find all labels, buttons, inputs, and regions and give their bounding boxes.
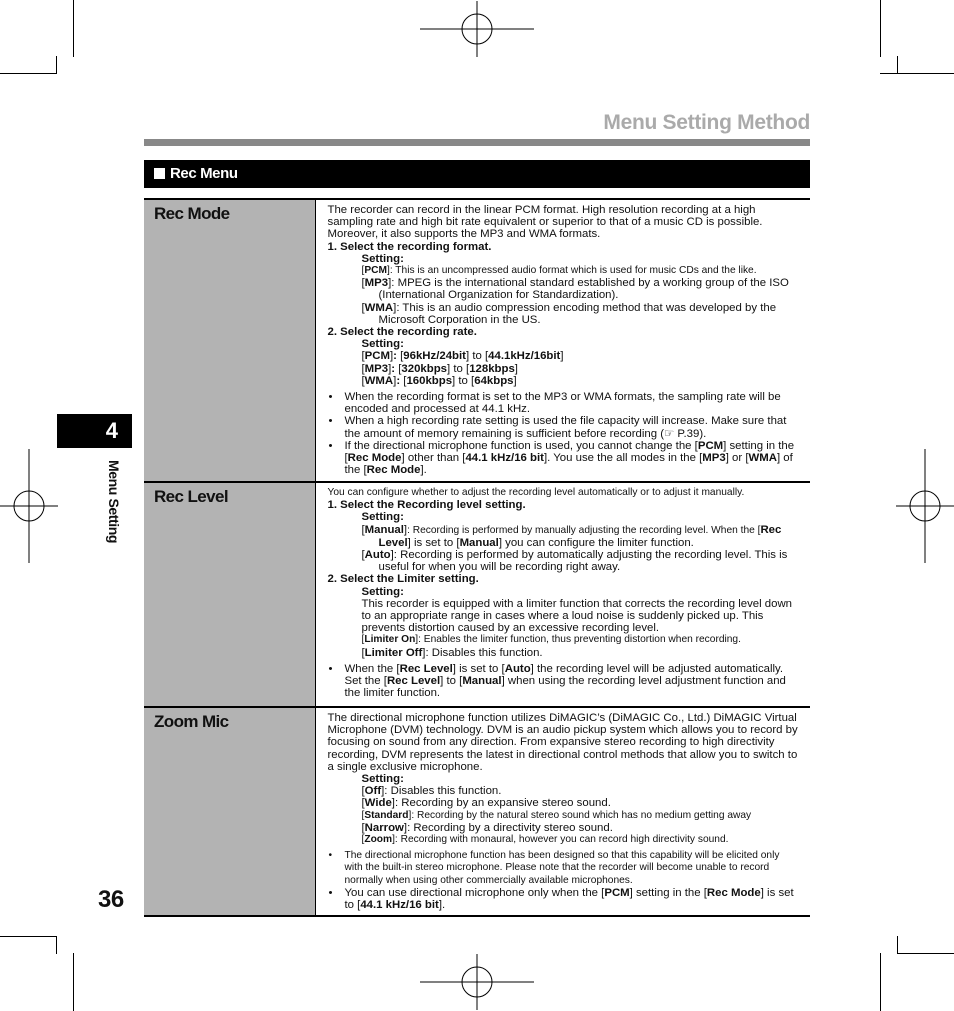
list-item: • The directional microphone function has been designed so that this capability will be elicited only with the built-in stereo microphone. Please note that the recorder will become unable to record normally when using other commercially available microphones. xyxy=(328,850,800,887)
rec-mode-intro: The recorder can record in the linear PCM format. High resolution recording at a high sampling rate and high bit rate equivalent or superior to that of a music CD is possible. Moreover, it also supports the MP3 and WMA formats. xyxy=(327,204,763,241)
option-narrow: [Narrow]: Recording by a directivity stereo sound. xyxy=(361,821,613,834)
option-off: [Off]: Disables this function. xyxy=(361,785,502,798)
section-title: Rec Menu xyxy=(170,165,238,182)
rate-pcm: [PCM]: [96kHz/24bit] to [44.1kHz/16bit] xyxy=(361,350,564,363)
section-header xyxy=(144,160,810,188)
crop-mark xyxy=(56,936,57,954)
table-row xyxy=(144,482,810,707)
option-desc: : This is an uncompressed audio format which is used for music CDs and the like. xyxy=(389,265,757,277)
option-key: Off xyxy=(364,785,382,798)
option-key: MP3 xyxy=(364,277,389,290)
crop-mark xyxy=(897,56,898,74)
option-desc: : MPEG is the international standard established by a working group of the ISO (International Organization for Standardization). xyxy=(378,277,789,302)
option-key: MP3 xyxy=(364,362,389,375)
option-desc: : Recording by a directivity stereo sound. xyxy=(407,821,613,834)
option-auto: [Auto]: Recording is performed by automatically adjusting the recording level. This is useful for when you will be recording right away. xyxy=(361,549,788,574)
page-number: 36 xyxy=(98,886,124,913)
list-item: • When a high recording rate setting is used the file capacity will increase. Make sure that the amount of memory remaining is sufficient before recording (☞ P.39). xyxy=(328,415,800,439)
option-key: Zoom xyxy=(364,834,393,846)
rate-mp3: [MP3]: [320kbps] to [128kbps] xyxy=(361,362,518,375)
rec-level-intro: You can configure whether to adjust the recording level automatically or to adjust it manually. xyxy=(327,487,745,498)
setting-label: Setting: xyxy=(361,773,404,786)
list-item: • When the recording format is set to the MP3 or WMA formats, the sampling rate will be encoded and processed at 44.1 kHz. xyxy=(328,391,800,415)
crop-mark xyxy=(897,936,898,954)
crop-mark xyxy=(0,936,56,937)
list-item: • You can use directional microphone only when the [PCM] setting in the [Rec Mode] is set to [44.1 kHz/16 bit]. xyxy=(328,887,800,911)
chapter-label: Menu Setting xyxy=(106,460,122,544)
square-bullet-icon xyxy=(154,168,165,179)
registration-mark-right xyxy=(896,449,954,563)
page-title: Menu Setting Method xyxy=(603,111,810,134)
option-desc: : Recording by an expansive stereo sound. xyxy=(394,797,611,810)
rec-level-step-1: 1. Select the Recording level setting. xyxy=(327,499,526,512)
rec-level-description xyxy=(315,482,810,707)
to-word: to xyxy=(472,350,482,363)
option-wma: [WMA]: This is an audio compression encoding method that was developed by the Microsoft Corporation in the US. xyxy=(361,301,777,326)
crop-mark xyxy=(880,0,881,57)
option-key: PCM xyxy=(364,350,390,363)
crop-mark xyxy=(56,56,57,74)
option-key: Limiter Off xyxy=(364,646,423,659)
title-rule xyxy=(144,139,810,146)
crop-mark xyxy=(880,953,881,1011)
option-key: Auto xyxy=(364,549,391,562)
row-label-cell xyxy=(144,199,315,482)
rate-value: 320kbps xyxy=(401,362,447,375)
option-manual: [Manual]: Recording is performed by manually adjusting the recording level. When the [Rec Level] is set to [Manual] you can configure the limiter function. xyxy=(361,523,782,549)
option-standard: [Standard]: Recording by the natural stereo sound which has no medium getting away xyxy=(361,809,752,821)
rate-value: 64kbps xyxy=(474,374,514,387)
list-item: • When the [Rec Level] is set to [Auto] the recording level will be adjusted automatically. Set the [Rec Level] to [Manual] when using the recording level adjustment function and the limiter function. xyxy=(328,663,800,700)
setting-label: Setting: xyxy=(361,252,404,265)
option-desc: : Recording by the natural stereo sound which has no medium getting away xyxy=(411,809,752,821)
rec-level-label: Rec Level xyxy=(154,487,228,506)
setting-label: Setting: xyxy=(361,338,404,351)
option-key: WMA xyxy=(364,301,394,314)
crop-mark xyxy=(73,953,74,1011)
crop-mark xyxy=(897,953,954,954)
option-zoom: [Zoom]: Recording with monaural, however you can record high directivity sound. xyxy=(361,834,729,846)
rec-level-notes xyxy=(328,663,800,700)
crop-mark xyxy=(73,0,74,57)
zoom-mic-label: Zoom Mic xyxy=(154,712,229,731)
option-key: Wide xyxy=(364,797,392,810)
row-label-cell xyxy=(144,707,315,916)
registration-mark-top xyxy=(420,1,534,57)
rate-value: 44.1kHz/16bit xyxy=(488,350,561,363)
zoom-mic-intro: The directional microphone function utilizes DiMAGIC’s (DiMAGIC Co., Ltd.) DiMAGIC Virtual Microphone (DVM) technology. DVM is an audio pickup system which allows you to record by focusing on sound from any direction. From expansive stereo recording to high directivity recording, DVM represents the latest in directional control methods that allow you to switch to a single exclusive microphone. xyxy=(327,712,798,773)
option-key: Manual xyxy=(364,523,404,536)
option-pcm: [PCM]: This is an uncompressed audio format which is used for music CDs and the like. xyxy=(361,265,757,277)
rate-value: 128kbps xyxy=(469,362,515,375)
option-key: Narrow xyxy=(364,821,404,834)
option-key: Standard xyxy=(364,809,409,821)
option-key: Limiter On xyxy=(364,634,416,646)
crop-mark xyxy=(0,73,56,74)
to-word: to xyxy=(453,362,463,375)
setting-label: Setting: xyxy=(361,585,404,598)
option-key: WMA xyxy=(364,374,394,387)
rec-mode-description xyxy=(315,199,810,482)
rate-value: 160kbps xyxy=(406,374,453,387)
zoom-mic-description xyxy=(315,707,810,916)
option-desc: : Recording is performed by automatically adjusting the recording level. This is useful for when you will be recording right away. xyxy=(378,549,788,574)
option-desc: : Enables the limiter function, thus preventing distortion when recording. xyxy=(418,634,741,646)
rate-value: 96kHz/24bit xyxy=(403,350,466,363)
limiter-text: This recorder is equipped with a limiter function that corrects the recording level down to an appropriate range in cases where a loud noise is suddenly picked up. This prevents distortion caused by an excessive recording level. xyxy=(361,597,793,635)
zoom-mic-notes xyxy=(328,850,800,911)
menu-table xyxy=(144,198,810,917)
row-label-cell xyxy=(144,482,315,707)
rec-mode-step-1: 1. Select the recording format. xyxy=(327,240,492,253)
chapter-tab xyxy=(57,414,132,448)
table-row xyxy=(144,707,810,916)
registration-mark-bottom xyxy=(420,954,534,1010)
option-desc: : This is an audio compression encoding method that was developed by the Microsoft Corporation in the US. xyxy=(378,301,777,326)
rec-level-step-2: 2. Select the Limiter setting. xyxy=(327,573,479,586)
table-row xyxy=(144,199,810,482)
to-word: to xyxy=(458,374,468,387)
chapter-number: 4 xyxy=(105,418,118,443)
option-limiter-off: [Limiter Off]: Disables this function. xyxy=(361,646,543,659)
option-desc: : Disables this function. xyxy=(384,785,502,798)
rec-mode-notes xyxy=(328,391,800,476)
option-key: PCM xyxy=(364,265,387,277)
registration-mark-left xyxy=(0,449,58,563)
option-wide: [Wide]: Recording by an expansive stereo sound. xyxy=(361,797,611,810)
rec-mode-label: Rec Mode xyxy=(154,204,230,223)
list-item: • If the directional microphone function is used, you cannot change the [PCM] setting in the [Rec Mode] other than [44.1 kHz/16 bit]. You use the all modes in the [MP3] or [WMA] of the [Rec Mode]. xyxy=(328,440,800,477)
option-limiter-on: [Limiter On]: Enables the limiter function, thus preventing distortion when recording. xyxy=(361,634,741,646)
option-mp3: [MP3]: MPEG is the international standard established by a working group of the ISO (International Organization for Standardization). xyxy=(361,277,789,302)
setting-label: Setting: xyxy=(361,511,404,524)
crop-mark xyxy=(880,73,954,74)
option-desc: : Disables this function. xyxy=(425,646,543,659)
option-desc: : Recording with monaural, however you can record high directivity sound. xyxy=(394,834,729,846)
rec-mode-step-2: 2. Select the recording rate. xyxy=(327,326,477,339)
rate-wma: [WMA]: [160kbps] to [64kbps] xyxy=(361,374,517,387)
